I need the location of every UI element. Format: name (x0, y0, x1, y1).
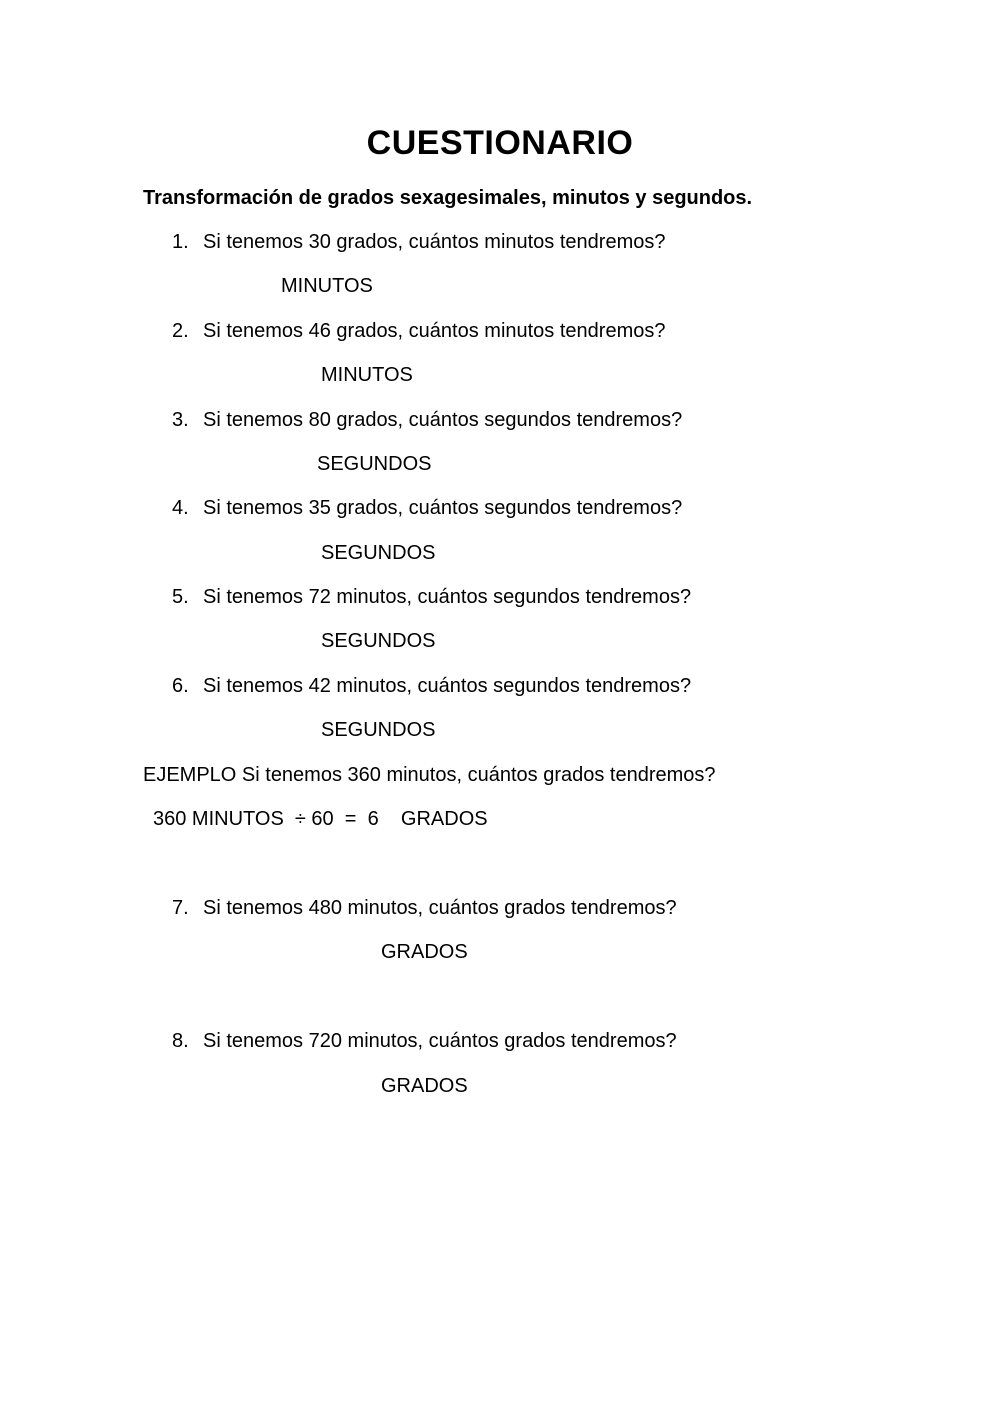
question-number: 6. (172, 675, 189, 697)
question-number: 3. (172, 409, 189, 431)
question-number: 1. (172, 231, 189, 253)
answer-unit-label: MINUTOS (321, 364, 413, 386)
question-number: 7. (172, 897, 189, 919)
answer-unit-label: SEGUNDOS (321, 542, 436, 564)
answer-unit-label: SEGUNDOS (321, 719, 436, 741)
question-text: Si tenemos 30 grados, cuántos minutos tendremos? (203, 231, 666, 253)
answer-unit-label: GRADOS (381, 941, 468, 963)
question-number: 4. (172, 497, 189, 519)
question-text: Si tenemos 80 grados, cuántos segundos tendremos? (203, 409, 683, 431)
answer-unit-label: SEGUNDOS (321, 630, 436, 652)
page-title: CUESTIONARIO (366, 124, 634, 162)
question-text: Si tenemos 480 minutos, cuántos grados tendremos? (203, 897, 677, 919)
page-subtitle: Transformación de grados sexagesimales, minutos y segundos. (143, 187, 753, 209)
question-text: Si tenemos 720 minutos, cuántos grados tendremos? (203, 1030, 677, 1052)
question-text: Si tenemos 46 grados, cuántos minutos tendremos? (203, 320, 666, 342)
question-text: Si tenemos 42 minutos, cuántos segundos tendremos? (203, 675, 692, 697)
answer-unit-label: SEGUNDOS (317, 453, 432, 475)
question-text: Si tenemos 72 minutos, cuántos segundos tendremos? (203, 586, 692, 608)
question-number: 5. (172, 586, 189, 608)
question-number: 8. (172, 1030, 189, 1052)
question-number: 2. (172, 320, 189, 342)
answer-unit-label: GRADOS (381, 1075, 468, 1097)
question-text: Si tenemos 35 grados, cuántos segundos tendremos? (203, 497, 683, 519)
example-question: EJEMPLO Si tenemos 360 minutos, cuántos grados tendremos? (143, 764, 716, 786)
answer-unit-label: MINUTOS (281, 275, 373, 297)
example-formula: 360 MINUTOS ÷ 60 = 6 GRADOS (153, 808, 488, 830)
